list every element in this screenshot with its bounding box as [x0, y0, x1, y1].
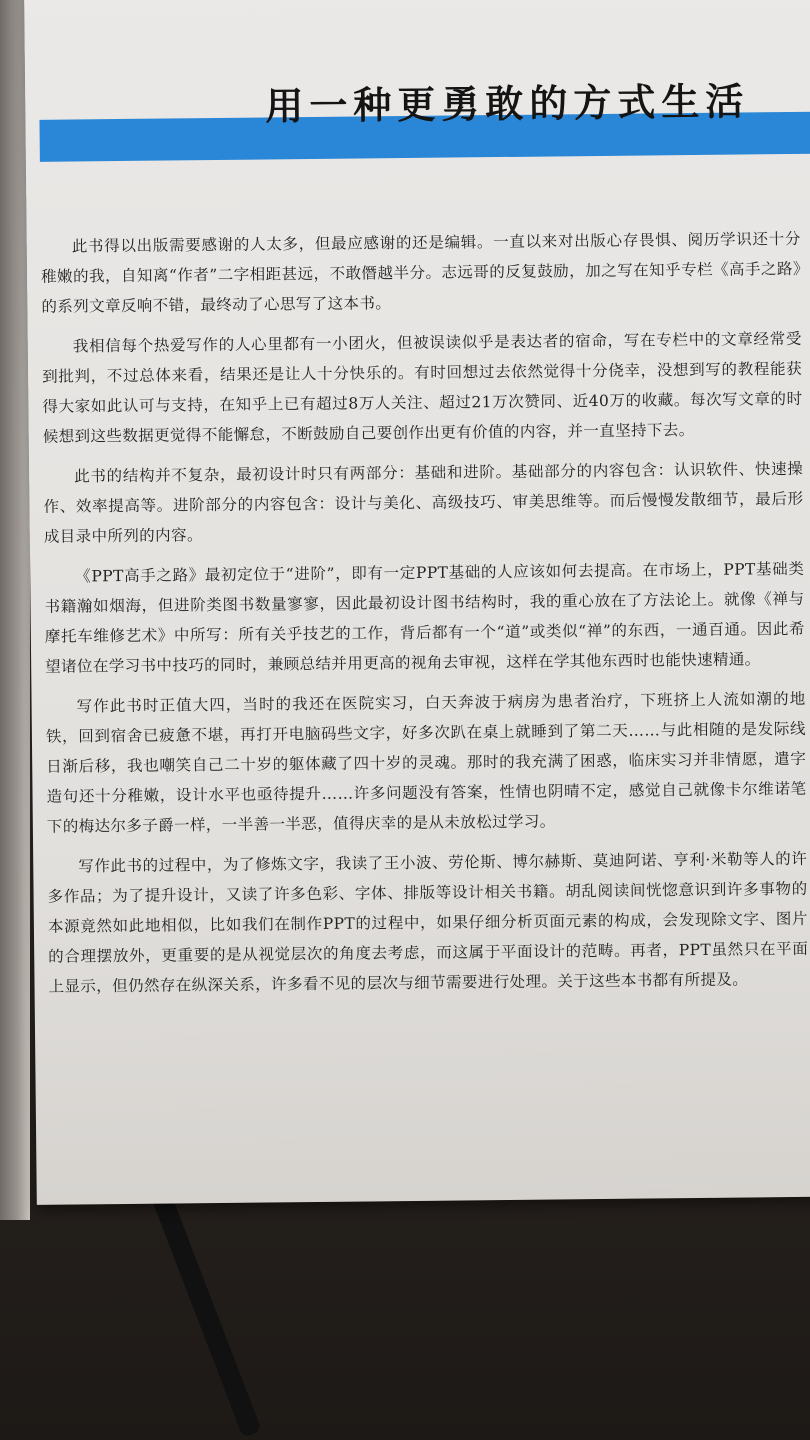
paragraph: 写作此书时正值大四，当时的我还在医院实习，白天奔波于病房为患者治疗，下班挤上人流如潮的地铁，回到宿舍已疲惫不堪，再打开电脑码些文字，好多次趴在桌上就睡到了第二天……与此相随的是发际线日渐后移，我也嘲笑自己二十岁的躯体藏了四十岁的灵魂。那时的我充满了困惑，临床实习并非情愿，遣字造句还十分稚嫩，设计水平也亟待提升……许多问题没有答案，性情也阴晴不定，感觉自己就像卡尔维诺笔下的梅达尔多子爵一样，一半善一半恶，值得庆幸的是从未放松过学习。 [45, 689, 807, 836]
page-title: 用一种更勇敢的方式生活 [265, 79, 750, 129]
body-text [41, 224, 809, 1012]
paragraph: 此书的结构并不复杂，最初设计时只有两部分：基础和进阶。基础部分的内容包含：认识软件、快速操作、效率提高等。进阶部分的内容包含：设计与美化、高级技巧、审美思维等。而后慢慢发散细节，最后形成目录中所列的内容。 [43, 459, 804, 546]
book-page [24, 0, 810, 1205]
paragraph: 写作此书的过程中，为了修炼文字，我读了王小波、劳伦斯、博尔赫斯、莫迪阿诺、亨利·米勒等人的许多作品；为了提升设计，又读了许多色彩、字体、排版等设计相关书籍。胡乱阅读间恍惚意识到许多事物的本源竟然如此地相似，比如我们在制作PPT的过程中，如果仔细分析页面元素的构成，会发现除文字、图片的合理摆放外，更重要的是从视觉层次的角度去考虑，而这属于平面设计的范畴。再者，PPT虽然只在平面上显示，但仍然存在纵深关系，许多看不见的层次与细节需要进行处理。关于这些本书都有所提及。 [47, 849, 809, 996]
paragraph: 我相信每个热爱写作的人心里都有一小团火，但被误读似乎是表达者的宿命，写在专栏中的文章经常受到批判，不过总体来看，结果还是让人十分快乐的。有时回想过去依然觉得十分侥幸，没想到写的教程能获得大家如此认可与支持，在知乎上已有超过8万人关注、超过21万次赞同、近40万的收藏。每次写文章的时候想到这些数据更觉得不能懈怠，不断鼓励自己要创作出更有价值的内容，并一直坚持下去。 [42, 329, 803, 446]
paragraph: 此书得以出版需要感谢的人太多，但最应感谢的还是编辑。一直以来对出版心存畏惧、阅历学识还十分稚嫩的我，自知离“作者”二字相距甚远，不敢僭越半分。志远哥的反复鼓励，加之写在知乎专栏《高手之路》的系列文章反响不错，最终动了心思写了这本书。 [41, 229, 802, 316]
paragraph: 《PPT高手之路》最初定位于“进阶”，即有一定PPT基础的人应该如何去提高。在市场上，PPT基础类书籍瀚如烟海，但进阶类图书数量寥寥，因此最初设计图书结构时，我的重心放在了方法论上。就像《禅与摩托车维修艺术》中所写：所有关乎技艺的工作，背后都有一个“道”或类似“禅”的东西，一通百通。因此希望诸位在学习书中技巧的同时，兼顾总结并用更高的视角去审视，这样在学其他东西时也能快速精通。 [44, 559, 805, 676]
